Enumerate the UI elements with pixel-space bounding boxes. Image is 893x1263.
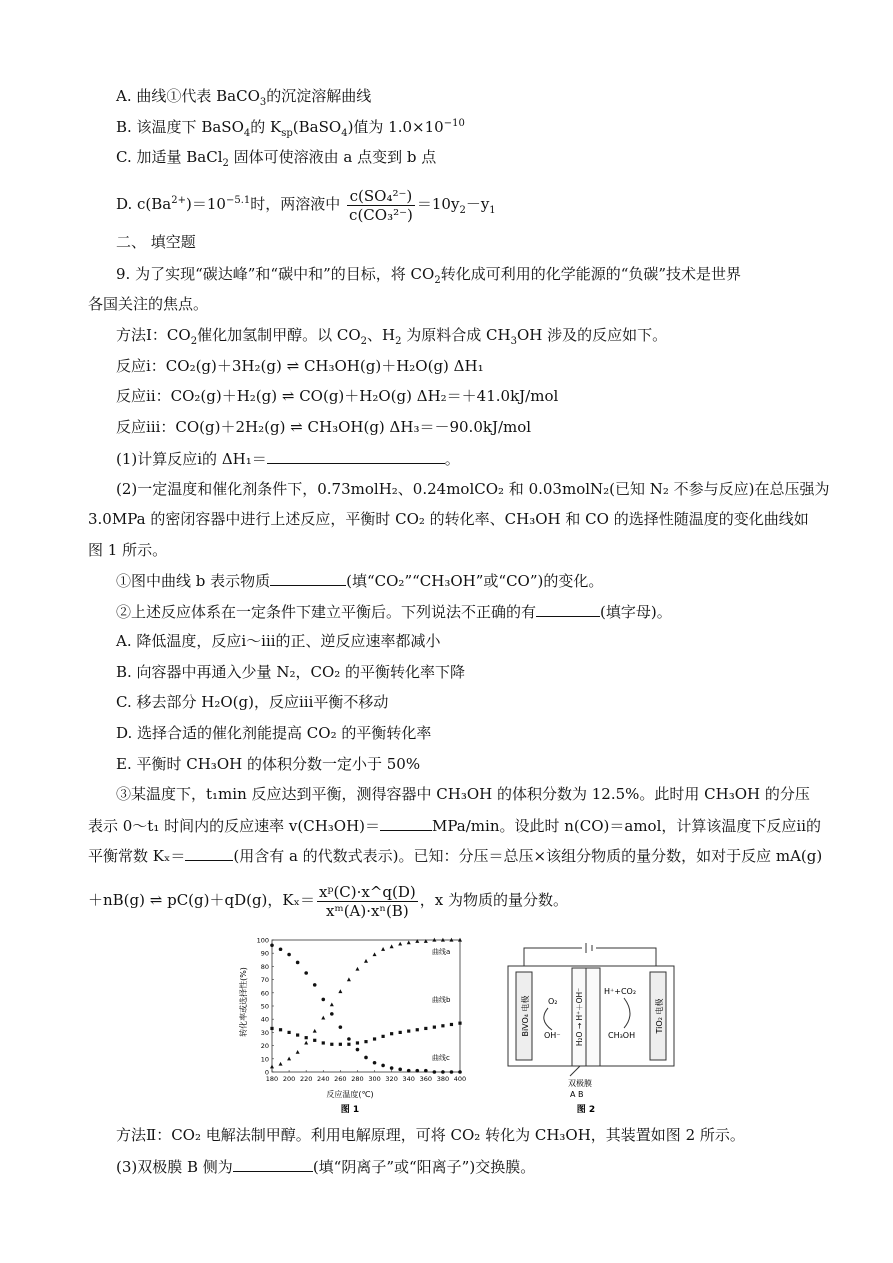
data-point-circle — [390, 1066, 394, 1070]
data-point-square — [416, 1028, 419, 1031]
data-point-square — [356, 1041, 359, 1044]
data-point-circle — [458, 1070, 462, 1074]
reaction-iii: 反应ⅲ：CO(g)＋2H₂(g) ⇌ CH₃OH(g) ΔH₃＝－90.0kJ/mol — [116, 418, 532, 436]
data-point-triangle — [355, 967, 359, 971]
x-tick-label: 260 — [334, 1075, 347, 1083]
circuit-wire — [524, 943, 656, 966]
choice-c: C. 移去部分 H₂O(g)，反应ⅲ平衡不移动 — [116, 693, 389, 711]
data-point-circle — [287, 953, 291, 957]
oh-label: OH⁻ — [544, 1031, 561, 1040]
answer-blank-curve-b[interactable] — [270, 570, 346, 586]
data-point-square — [296, 1033, 299, 1036]
y-tick-label: 100 — [256, 936, 269, 945]
y-tick-label: 60 — [260, 989, 269, 998]
method1-heading: 方法Ⅰ：$CO_2$催化加氢制甲醇。以 $CO_2$、$H_2$ 为原料合成 $CH_3OH$ 涉及的反应如下。 — [116, 326, 668, 347]
membrane-label: 双极膜 — [568, 1079, 592, 1088]
chart-ylabel: 转化率或选择性(%) — [239, 967, 248, 1037]
ab-label: A B — [570, 1090, 584, 1099]
data-point-triangle — [398, 942, 402, 946]
y-tick-label: 70 — [260, 976, 269, 985]
data-point-circle — [441, 1070, 445, 1074]
data-point-square — [322, 1041, 325, 1044]
figure-1-caption: 图 1 — [340, 1105, 360, 1115]
data-point-circle — [279, 947, 283, 951]
data-point-triangle — [304, 1041, 308, 1045]
x-tick-label: 320 — [385, 1075, 398, 1083]
choice-d: D. 选择合适的催化剂能提高 CO₂ 的平衡转化率 — [116, 724, 432, 742]
data-point-triangle — [407, 940, 411, 944]
membrane-pointer — [570, 1066, 580, 1076]
y-tick-label: 20 — [260, 1042, 269, 1051]
x-tick-label: 220 — [299, 1075, 313, 1083]
data-point-circle — [356, 1048, 360, 1052]
data-point-square — [364, 1040, 367, 1043]
figure-2-caption: 图 2 — [576, 1105, 596, 1115]
data-point-square — [279, 1028, 282, 1031]
part2-3-line3: 平衡常数 Kₓ＝ (用含有 a 的代数式表示)。已知：分压＝总压×该组分物质的量分数，如对于反应 mA(g) — [88, 847, 823, 865]
data-point-circle — [373, 1061, 377, 1065]
part3: (3)双极膜 B 侧为 (填“阴离子”或“阳离子”)交换膜。 — [116, 1158, 536, 1176]
bivo4-label: BiVO₄ 电极 — [521, 995, 530, 1037]
data-point-circle — [304, 971, 308, 975]
y-tick-label: 0 — [264, 1068, 269, 1077]
option-b-prev: B. 该温度下 BaSO$_4$的 $K_{sp}(BaSO_4)$值为 $1.0\times 10^{-10}$ — [116, 118, 465, 139]
ch3oh-label: CH₃OH — [608, 1031, 636, 1040]
data-point-square — [381, 1035, 384, 1038]
part2-3-line2: 表示 0～t₁ 时间内的反应速率 v(CH₃OH)＝ MPa/min。设此时 n(CO)＝amol，计算该温度下反应ⅱ的 — [88, 817, 821, 835]
membrane-reaction: H₂O → H⁺＋OH⁻ — [575, 987, 584, 1047]
data-point-circle — [415, 1069, 419, 1073]
data-point-square — [347, 1043, 350, 1046]
y-tick-label: 90 — [260, 949, 269, 958]
option-c-prev: C. 加适量 BaCl$_2$ 固体可使溶液由 a 点变到 b 点 — [116, 148, 437, 169]
reaction-i: 反应ⅰ：CO₂(g)＋3H₂(g) ⇌ CH₃OH(g)＋H₂O(g) ΔH₁ — [116, 357, 484, 375]
y-tick-label: 10 — [260, 1055, 269, 1064]
x-tick-label: 200 — [282, 1075, 296, 1083]
chart-series-labels — [432, 947, 451, 1062]
data-point-square — [390, 1032, 393, 1035]
data-point-triangle — [313, 1029, 317, 1033]
choice-e: E. 平衡时 CH₃OH 的体积分数一定小于 50% — [116, 755, 421, 773]
data-point-circle — [296, 961, 300, 965]
part2-1: ①图中曲线 b 表示物质 (填“CO₂”“CH₃OH”或“CO”)的变化。 — [116, 572, 604, 590]
part2-2: ②上述反应体系在一定条件下建立平衡后。下列说法不正确的有 (填字母)。 — [116, 603, 672, 621]
y-tick-label: 40 — [260, 1015, 269, 1024]
data-point-square — [270, 1027, 273, 1030]
answer-blank-dh1[interactable] — [267, 448, 445, 464]
series-label: 曲线b — [432, 996, 451, 1004]
chart-xlabel: 反应温度(℃) — [326, 1090, 374, 1099]
right-arrow-icon — [624, 998, 630, 1028]
x-tick-label: 360 — [419, 1075, 433, 1083]
data-point-circle — [407, 1069, 411, 1073]
data-point-triangle — [373, 952, 377, 956]
reaction-ii: 反应ⅱ：CO₂(g)＋H₂(g) ⇌ CO(g)＋H₂O(g) ΔH₂＝＋41.0kJ/mol — [116, 387, 559, 405]
option-d-prev: D. $c(Ba^{2+})=10^{-5.1}$时，两溶液中 $\frac{\text{c(SO₄²⁻)}}{\text{c(CO₃²⁻)}}$ $=10y_2-y_1$ — [116, 186, 496, 224]
kx-formula: $\frac{\text{xᵖ(C)·x\textasciicircum{}q(D)}}{\text{xᵐ(A)·xⁿ(B)}}$ — [318, 882, 416, 920]
data-point-square — [305, 1036, 308, 1039]
h-co2-label: H⁺+CO₂ — [604, 987, 637, 996]
y-tick-label: 80 — [260, 962, 269, 971]
data-point-circle — [433, 1070, 437, 1074]
figure-2-apparatus — [500, 942, 690, 1117]
data-point-circle — [270, 943, 274, 947]
choice-b: B. 向容器中再通入少量 N₂，CO₂ 的平衡转化率下降 — [116, 663, 466, 681]
part1: (1)计算反应ⅰ的 ΔH₁＝ 。 — [116, 450, 460, 468]
data-point-circle — [381, 1064, 385, 1068]
option-a-prev: A. 曲线①代表 BaCO$_3$的沉淀溶解曲线 — [116, 87, 372, 108]
method2: 方法Ⅱ：CO₂ 电解法制甲醇。利用电解原理，可将 CO₂ 转化为 CH₃OH，其装置如图 2 所示。 — [116, 1126, 745, 1144]
data-point-circle — [313, 983, 317, 987]
series-label: 曲线a — [432, 948, 451, 956]
data-point-square — [424, 1027, 427, 1030]
figure-1-chart — [240, 932, 468, 1117]
data-point-circle — [321, 998, 325, 1002]
data-point-triangle — [321, 1016, 325, 1020]
data-point-square — [441, 1024, 444, 1027]
data-point-square — [373, 1037, 376, 1040]
y-tick-label: 30 — [260, 1028, 269, 1037]
data-point-triangle — [364, 959, 368, 963]
left-arrow-icon — [544, 1008, 552, 1030]
data-point-circle — [450, 1070, 454, 1074]
section-title: 二、 填空题 — [116, 233, 196, 251]
part2-line3: 图 1 所示。 — [88, 541, 168, 559]
data-point-square — [458, 1022, 461, 1025]
x-tick-label: 400 — [453, 1075, 467, 1083]
data-point-triangle — [390, 944, 394, 948]
data-point-triangle — [338, 989, 342, 993]
x-tick-label: 240 — [317, 1075, 330, 1083]
answer-blank-kx[interactable] — [185, 845, 233, 861]
choice-a: A. 降低温度，反应ⅰ～ⅲ的正、逆反应速率都减小 — [116, 632, 441, 650]
answer-blank-rate[interactable] — [380, 815, 432, 831]
data-point-square — [287, 1031, 290, 1034]
data-point-triangle — [381, 947, 385, 951]
tio2-label: TiO₂ 电极 — [655, 998, 664, 1034]
data-point-triangle — [270, 1065, 274, 1069]
y-tick-label: 50 — [260, 1002, 269, 1011]
data-point-triangle — [330, 1002, 334, 1006]
data-point-square — [407, 1029, 410, 1032]
x-tick-label: 180 — [265, 1075, 279, 1083]
concentration-ratio: $\frac{\text{c(SO₄²⁻)}}{\text{c(CO₃²⁻)}}$ — [349, 186, 413, 224]
data-point-circle — [364, 1056, 368, 1060]
data-point-triangle — [296, 1050, 300, 1054]
data-point-circle — [398, 1068, 402, 1072]
part2-3-line4: ＋nB(g) ⇌ pC(g)＋qD(g)，Kₓ＝ $\frac{\text{xᵖ(C)·x\textasciicircum{}q(D)}}{\text{xᵐ(A)·xⁿ(B)}}$ ，x 为物质的量分数。 — [88, 882, 568, 920]
data-point-circle — [339, 1025, 343, 1029]
data-point-triangle — [279, 1062, 283, 1066]
part2-line2: 3.0MPa 的密闭容器中进行上述反应，平衡时 CO₂ 的转化率、CH₃OH 和 CO 的选择性随温度的变化曲线如 — [88, 510, 809, 528]
data-point-square — [339, 1043, 342, 1046]
data-point-circle — [347, 1037, 351, 1041]
part2-3-line1: ③某温度下，t₁min 反应达到平衡，测得容器中 CH₃OH 的体积分数为 12.5%。此时用 CH₃OH 的分压 — [116, 785, 810, 803]
answer-blank-choices[interactable] — [536, 601, 600, 617]
data-point-square — [433, 1026, 436, 1029]
series-label: 曲线c — [432, 1054, 450, 1062]
x-tick-label: 300 — [368, 1075, 381, 1083]
data-point-square — [330, 1043, 333, 1046]
answer-blank-membrane[interactable] — [233, 1156, 313, 1172]
x-tick-label: 340 — [402, 1075, 415, 1083]
q9-intro-line2: 各国关注的焦点。 — [88, 295, 209, 313]
data-point-square — [450, 1023, 453, 1026]
data-point-triangle — [347, 977, 351, 981]
part2-line1: (2)一定温度和催化剂条件下，0.73molH₂、0.24molCO₂ 和 0.03molN₂(已知 N₂ 不参与反应)在总压强为 — [116, 480, 830, 498]
series-2 — [270, 1022, 461, 1046]
data-point-circle — [330, 1012, 334, 1016]
o2-label: O₂ — [548, 997, 558, 1006]
data-point-square — [399, 1031, 402, 1034]
x-tick-label: 380 — [436, 1075, 450, 1083]
data-point-triangle — [287, 1057, 291, 1061]
data-point-square — [313, 1039, 316, 1042]
q9-intro-line1: 9. 为了实现“碳达峰”和“碳中和”的目标，将 $CO_2$转化成可利用的化学能源的“负碳”技术是世界 — [116, 265, 742, 286]
data-point-circle — [424, 1069, 428, 1073]
x-tick-label: 280 — [351, 1075, 364, 1083]
